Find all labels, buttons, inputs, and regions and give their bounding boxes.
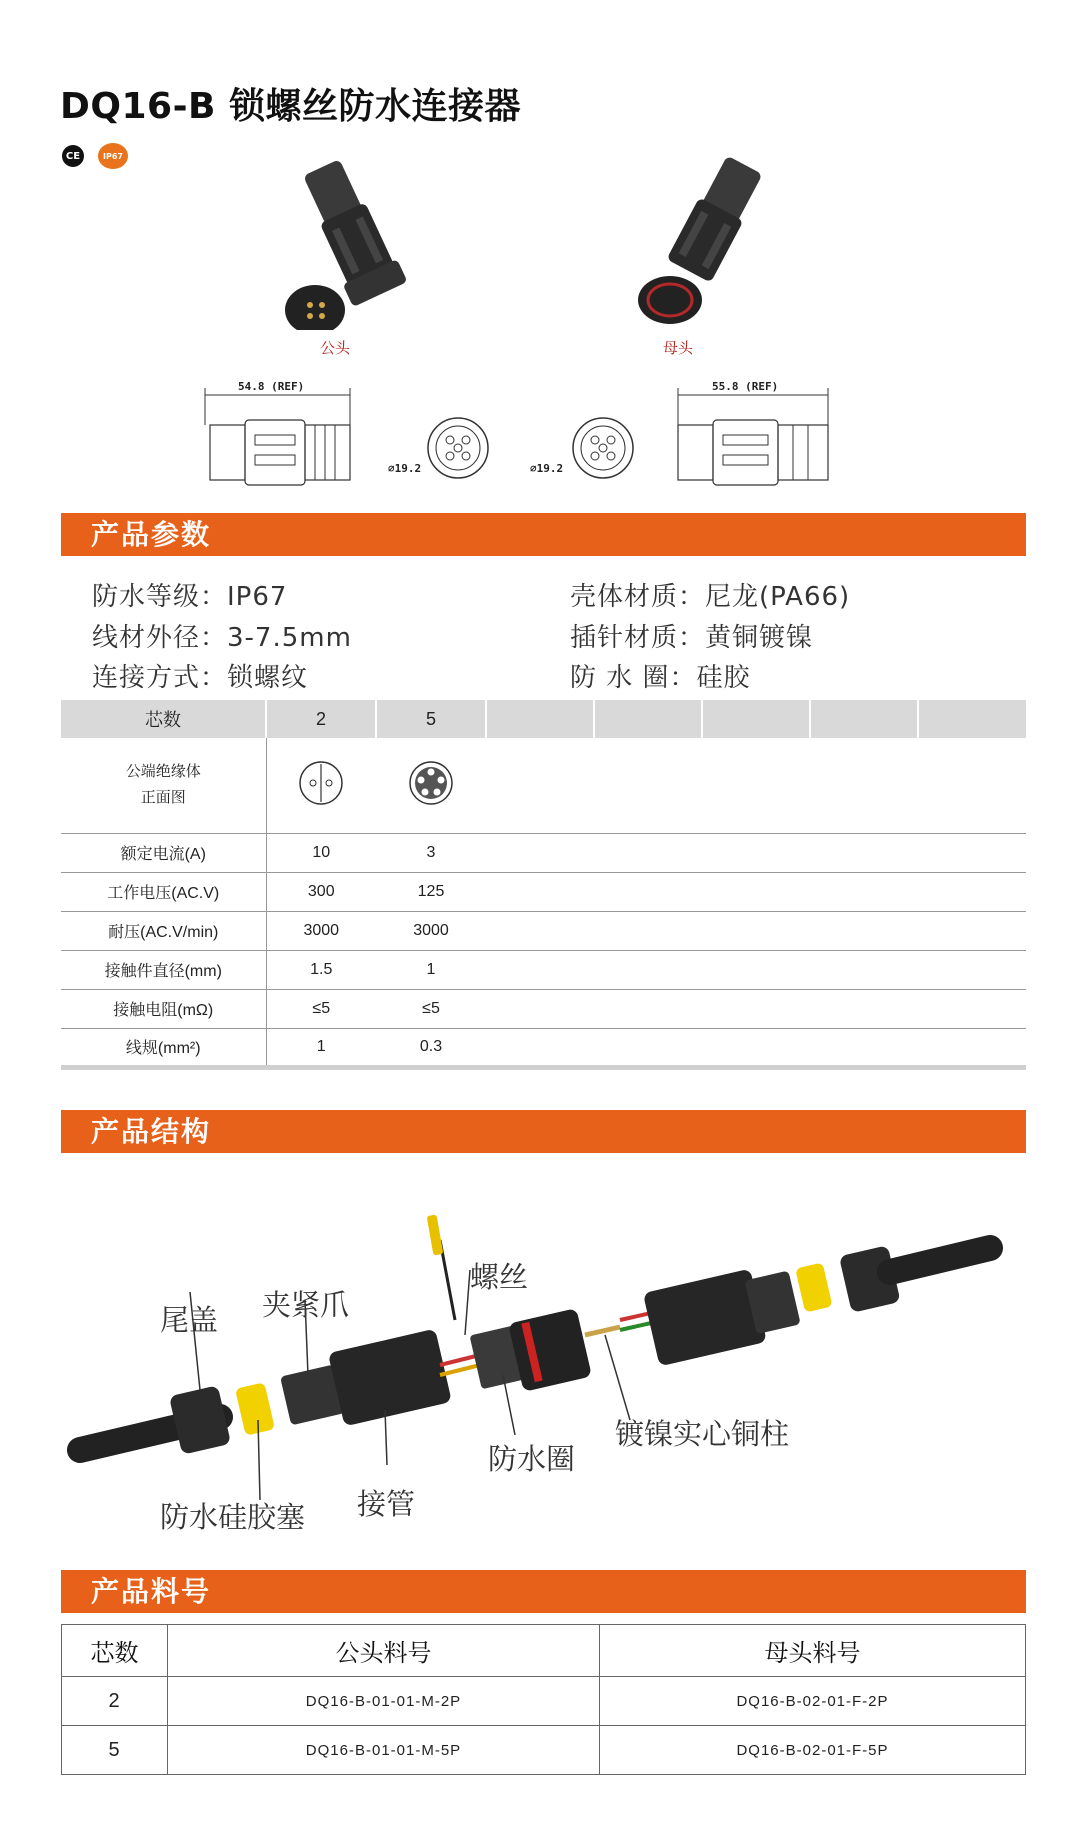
callout-tail-cap: 尾盖: [160, 1303, 219, 1337]
spec-cable-diameter: 线材外径：3-7.5mm: [92, 623, 352, 653]
face-5pin: [376, 738, 486, 833]
spec-seal: 防 水 圈：硅胶: [570, 663, 751, 693]
face-view-label-line2: 正面图: [140, 789, 186, 807]
order-male-2p: DQ16-B-01-01-M-2P: [168, 1677, 600, 1726]
param-table: [61, 700, 1026, 1070]
row-label-current: 额定电流(A): [61, 833, 266, 872]
callout-seal-plug: 防水硅胶塞: [160, 1500, 306, 1534]
female-face-drawing: [565, 410, 640, 485]
callout-copper-pin: 镀镍实心铜柱: [615, 1417, 790, 1451]
ce-badge: CE: [62, 145, 84, 167]
female-diameter-label: ⌀19.2: [530, 462, 564, 475]
male-diameter-label: ⌀19.2: [388, 462, 422, 475]
face-view-label: [61, 738, 266, 833]
female-length-label: 55.8 (REF): [712, 380, 779, 393]
value-withstand-2: 3000: [266, 911, 376, 950]
row-label-resistance: 接触电阻(mΩ): [61, 989, 266, 1028]
spec-pin-material: 插针材质：黄铜镀镍: [570, 623, 814, 653]
spec-shell-material: 壳体材质：尼龙(PA66): [570, 582, 851, 612]
value-voltage-2: 300: [266, 872, 376, 911]
value-gauge-5: 0.3: [376, 1028, 486, 1067]
param-col-empty: [918, 700, 1026, 738]
value-contact-diameter-2: 1.5: [266, 950, 376, 989]
value-current-2: 10: [266, 833, 376, 872]
param-col-empty: [702, 700, 810, 738]
order-female-2p: DQ16-B-02-01-F-2P: [600, 1677, 1026, 1726]
order-header-male: 公头料号: [168, 1625, 600, 1677]
order-female-5p: DQ16-B-02-01-F-5P: [600, 1726, 1026, 1775]
param-col-2: 2: [266, 700, 376, 738]
callout-screw: 螺丝: [470, 1260, 529, 1294]
value-withstand-5: 3000: [376, 911, 486, 950]
section-structure: 产品结构: [61, 1110, 1026, 1153]
male-face-drawing: [420, 410, 495, 485]
face-view-label-line1: 公端绝缘体: [125, 763, 201, 781]
row-label-gauge: 线规(mm²): [61, 1028, 266, 1067]
five-pin-face-icon: [406, 758, 456, 808]
value-resistance-5: ≤5: [376, 989, 486, 1028]
row-label-withstand: 耐压(AC.V/min): [61, 911, 266, 950]
param-col-empty: [486, 700, 594, 738]
order-header-female: 母头料号: [600, 1625, 1026, 1677]
callout-waterproof-ring: 防水圈: [488, 1442, 576, 1476]
callout-clamp: 夹紧爪: [262, 1288, 350, 1322]
male-dimension-drawing: [195, 380, 365, 490]
value-gauge-2: 1: [266, 1028, 376, 1067]
param-col-5: 5: [376, 700, 486, 738]
section-params: 产品参数: [61, 513, 1026, 556]
param-col-empty: [594, 700, 702, 738]
value-current-5: 3: [376, 833, 486, 872]
order-header-cores: 芯数: [62, 1625, 168, 1677]
male-length-label: 54.8 (REF): [238, 380, 305, 393]
face-2pin: [266, 738, 376, 833]
order-cores-5: 5: [62, 1726, 168, 1775]
value-resistance-2: ≤5: [266, 989, 376, 1028]
female-dimension-drawing: [668, 380, 838, 490]
row-label-contact-diameter: 接触件直径(mm): [61, 950, 266, 989]
row-label-voltage: 工作电压(AC.V): [61, 872, 266, 911]
param-col-empty: [810, 700, 918, 738]
section-order: 产品料号: [61, 1570, 1026, 1613]
param-header-cores: 芯数: [61, 700, 266, 738]
spec-connection: 连接方式：锁螺纹: [92, 663, 309, 693]
female-connector-image: [630, 150, 780, 330]
spec-waterproof: 防水等级：IP67: [92, 582, 288, 612]
order-cores-2: 2: [62, 1677, 168, 1726]
order-table: [61, 1624, 1026, 1775]
page-title: DQ16-B 锁螺丝防水连接器: [60, 86, 521, 127]
value-voltage-5: 125: [376, 872, 486, 911]
value-contact-diameter-5: 1: [376, 950, 486, 989]
ip67-badge: IP67: [98, 143, 128, 169]
male-label: 公头: [319, 339, 350, 357]
two-pin-face-icon: [296, 758, 346, 808]
callout-pipe: 接管: [357, 1487, 416, 1521]
order-male-5p: DQ16-B-01-01-M-5P: [168, 1726, 600, 1775]
female-label: 母头: [662, 339, 693, 357]
male-connector-image: [280, 150, 430, 330]
